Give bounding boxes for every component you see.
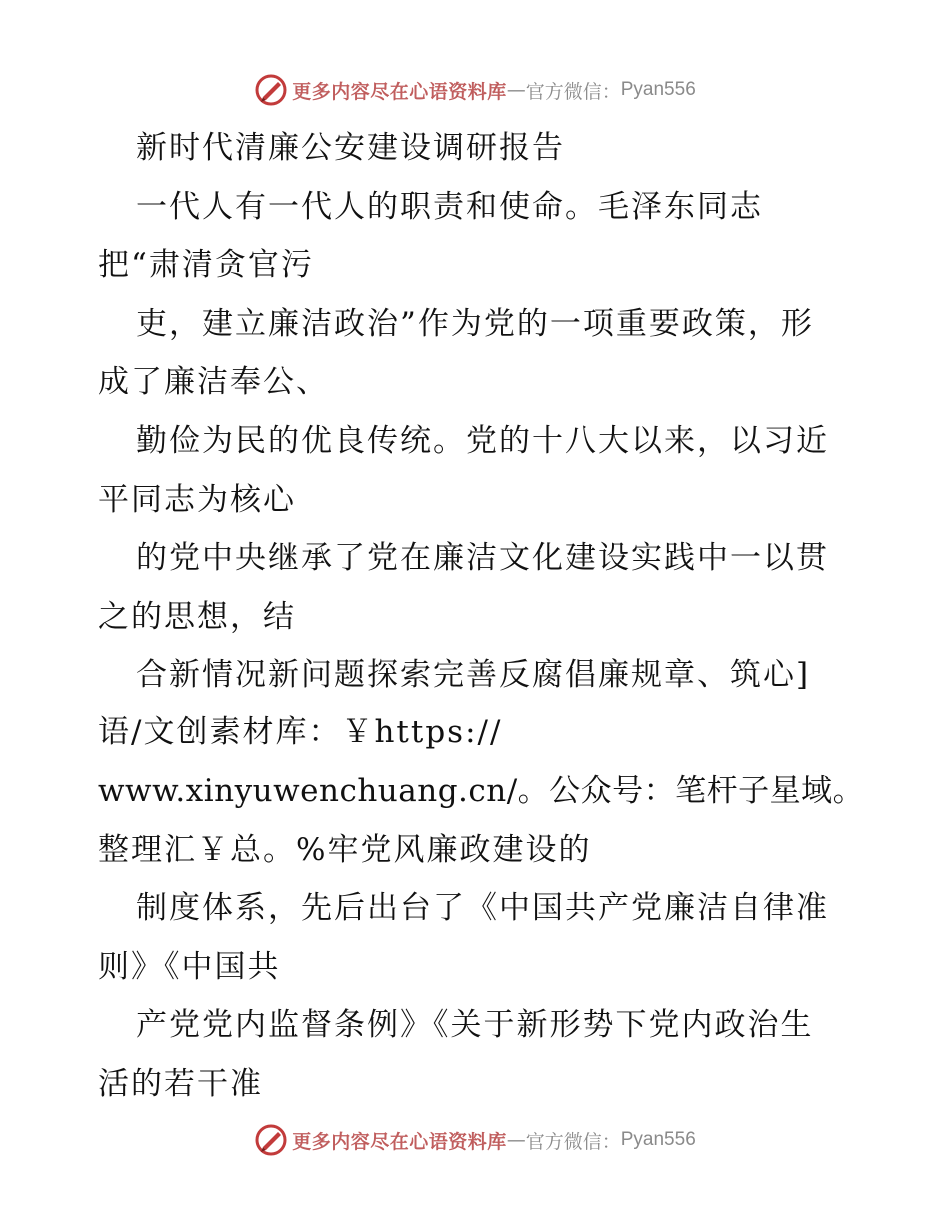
text-line: 活的若干准 <box>98 1066 263 1102</box>
text-line: 把“肃清贪官污 <box>98 247 314 283</box>
text-line: 勤俭为民的优良传统。党的十八大以来，以习近 <box>136 423 829 459</box>
text-line: 则》《中国共 <box>98 949 281 985</box>
text-line: 平同志为核心 <box>98 482 296 518</box>
banner-main-text: 更多内容尽在心语资料库 <box>292 80 507 103</box>
text-line: 语/文创素材库：￥https:// <box>98 714 503 750</box>
text-line: 制度体系，先后出台了《中国共产党廉洁自律准 <box>136 890 829 926</box>
banner-wechat-id: Pyan556 <box>620 79 696 100</box>
text-line: 成了廉洁奉公、 <box>98 364 329 400</box>
text-line: 的党中央继承了党在廉洁文化建设实践中一以贯 <box>136 540 829 576</box>
text-line: 产党党内监督条例》《关于新形势下党内政治生 <box>136 1007 814 1043</box>
brand-logo-icon <box>254 1123 288 1157</box>
text-line: www.xinyuwenchuang.cn/。公众号：笔杆子星域。 <box>98 773 865 809</box>
document-title: 新时代清廉公安建设调研报告 <box>136 130 565 166</box>
text-line: 整理汇￥总。%牢党风廉政建设的 <box>98 832 592 868</box>
text-line: 之的思想，结 <box>98 599 296 635</box>
banner-separator: — <box>506 79 526 101</box>
banner-wechat-label: 官方微信： <box>525 1130 621 1153</box>
text-line: 一代人有一代人的职责和使命。毛泽东同志 <box>136 189 763 225</box>
footer-banner <box>0 1120 950 1160</box>
banner-separator: — <box>506 1129 526 1151</box>
banner-wechat-id: Pyan556 <box>620 1129 696 1150</box>
banner-wechat-label: 官方微信： <box>525 80 621 103</box>
text-line: 吏，建立廉洁政治”作为党的一项重要政策，形 <box>136 306 814 342</box>
text-line: 合新情况新问题探索完善反腐倡廉规章、筑心] <box>136 657 811 693</box>
banner-main-text: 更多内容尽在心语资料库 <box>292 1130 507 1153</box>
